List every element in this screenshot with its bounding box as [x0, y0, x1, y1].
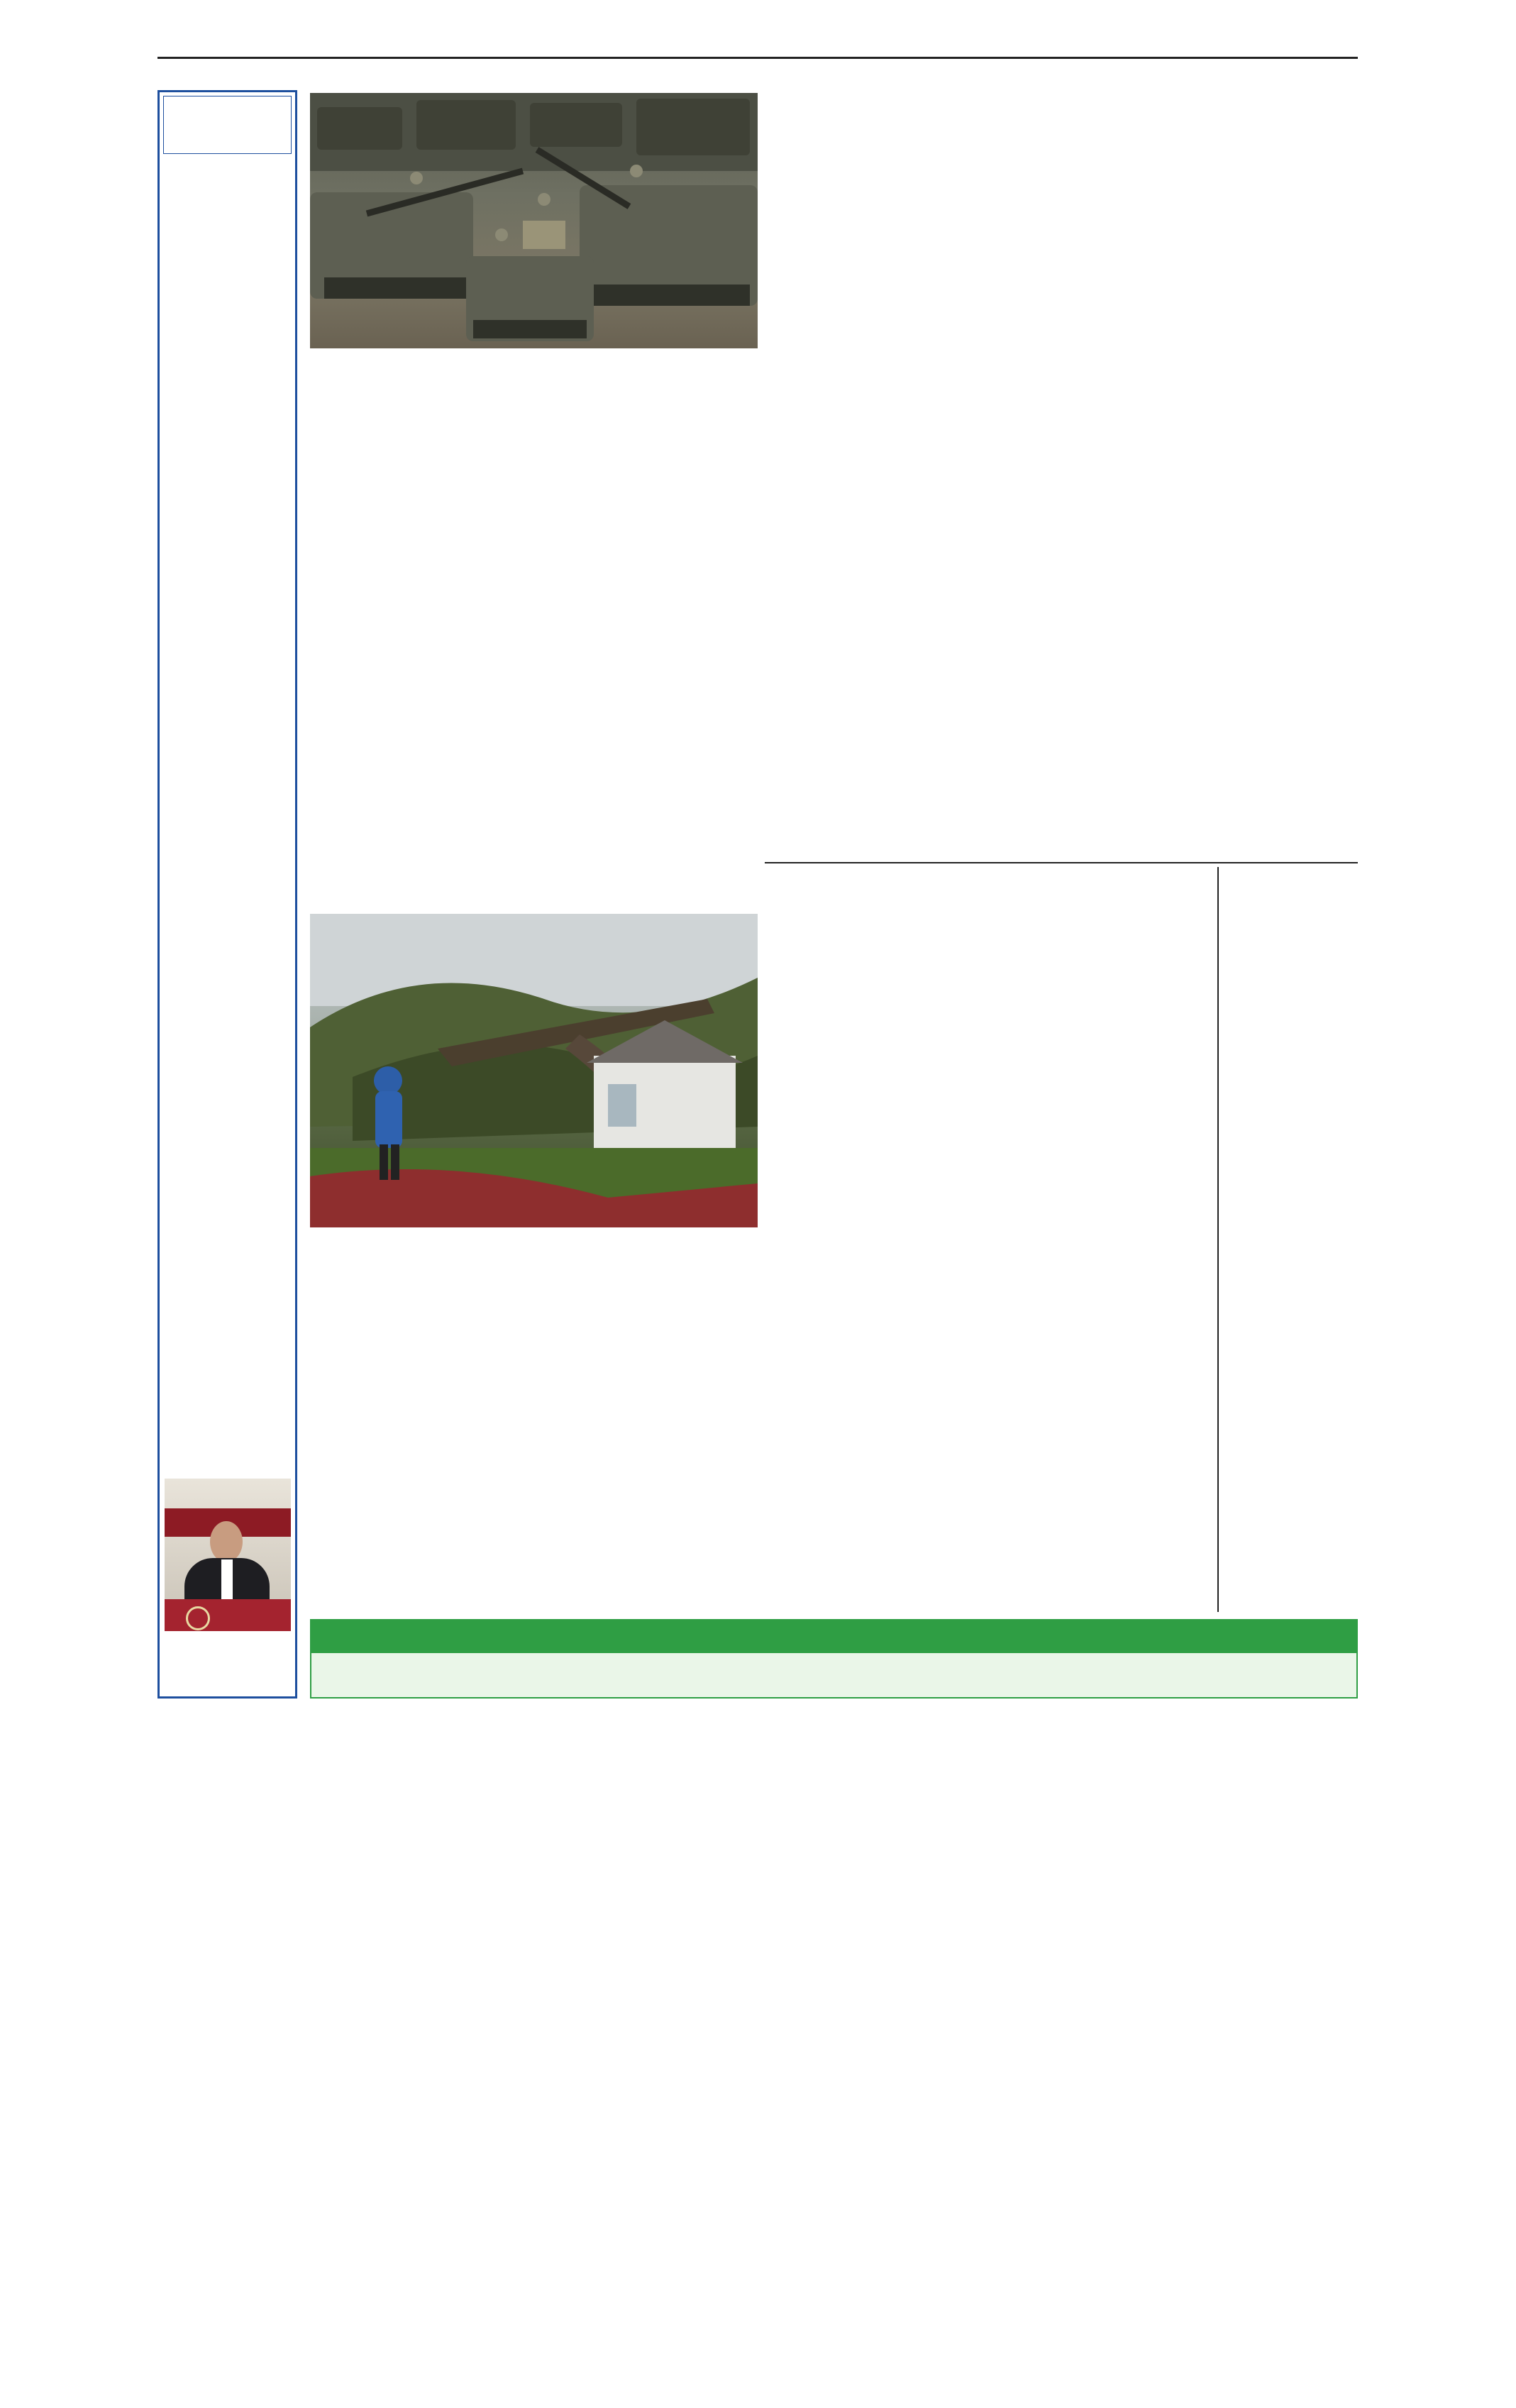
potpourri-body-bg	[311, 1653, 1356, 1697]
header-rule	[157, 57, 1358, 59]
potpourri-banner	[310, 1619, 1358, 1653]
world-watch-logo	[163, 96, 292, 154]
israel-col-3	[1066, 243, 1206, 857]
potpourri-panel	[310, 1619, 1358, 2408]
uk-boys-story	[165, 978, 291, 1368]
ishiba-story	[165, 1636, 291, 1694]
harris-col-2	[461, 477, 607, 910]
page-header	[157, 35, 1358, 55]
tanks-photo	[310, 93, 758, 348]
erdogan-col-1	[765, 958, 981, 1616]
ishiba-photo	[165, 1479, 291, 1631]
myanmar-story	[165, 248, 291, 884]
ishiba-photo-podium	[165, 1599, 291, 1631]
starmer-col-2	[537, 1371, 758, 1613]
tanks-photo-art	[310, 93, 758, 348]
muizzu-divider	[1217, 867, 1219, 1612]
ishiba-photo-emblem	[186, 1606, 210, 1630]
starmer-col-1	[310, 1371, 526, 1613]
israel-col-4	[1216, 243, 1356, 857]
erdogan-col-2	[991, 958, 1213, 1616]
ishiba-photo-shirt	[221, 1559, 233, 1602]
ishiba-photo-head	[210, 1521, 243, 1562]
israel-col-2	[915, 243, 1056, 857]
harris-col-3	[614, 477, 760, 910]
tree-photo-art	[310, 914, 758, 1227]
erdogan-top-rule	[765, 862, 1358, 863]
harris-col-1	[291, 477, 450, 910]
israel-col-1	[765, 243, 905, 857]
tree-photo	[310, 914, 758, 1227]
muizzu-story	[1223, 958, 1358, 1616]
